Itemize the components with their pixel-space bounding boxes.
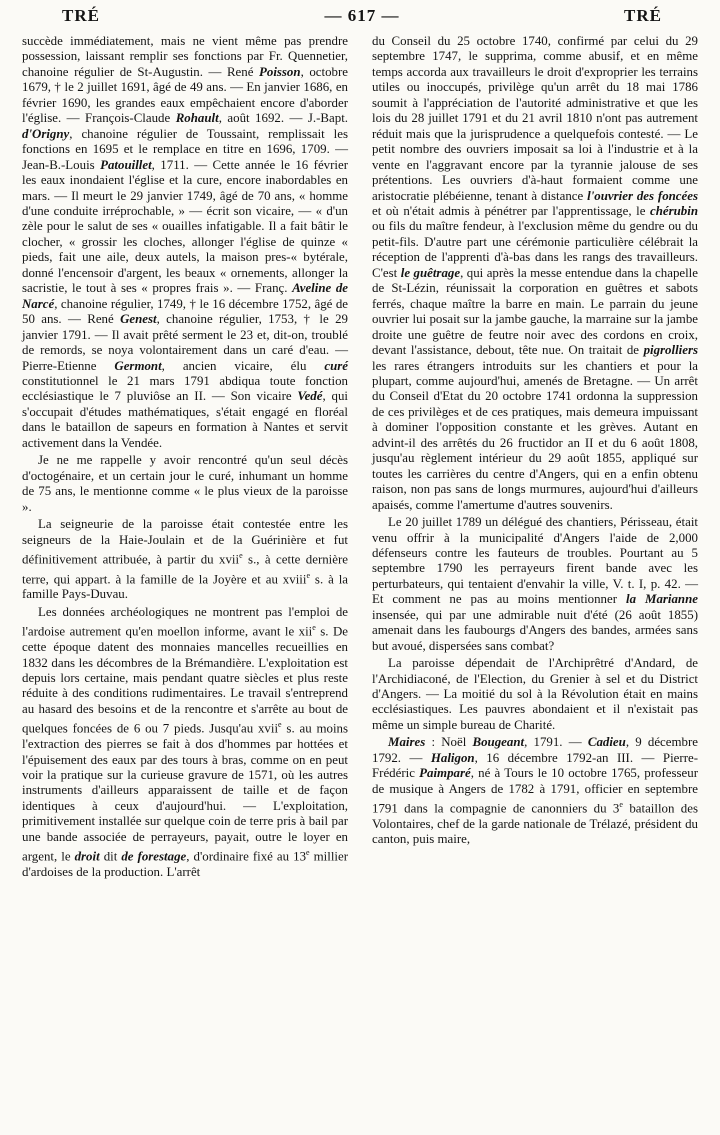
text-run: ou fils du maître fendeur, à l'exclusion même du gendre ou du petit-fils. D'autre part une cérémonie particulière célébrait la réception de l'apprenti d'à-bas dans les rangs des travailleurs. C'est xyxy=(372,219,698,280)
text-run: bataillon des Volontaires, chef de la garde nationale de Trélazé, président du canton, puis maire, xyxy=(372,801,698,847)
emphasized-name: Haligon xyxy=(430,750,475,765)
text-run: , 1711. — Cette année le 16 février les eaux inondaient l'église et la cure, encore inabordables en mars. — Il meurt le 29 janvier 1749, âgé de 70 ans, « homme d'une conduite irréprochable, » — écrit son vicaire, — « d'un zèle pour le salut de ses « ouailles infatigable. Il a fait bâtir le clocher, « grossir les cloches, allonger l'église de quinze « pieds, fait une aile, deux autels, la maison pres-« bytérale, donné l'encensoir d'argent, les beaux « ornements, allonger la sacristie, le tout à ses « propres frais ». — Franç. xyxy=(22,157,348,296)
superscript: e xyxy=(306,570,311,580)
text-run: , 1791. — xyxy=(524,735,588,750)
emphasized-name: Maires xyxy=(388,735,426,750)
emphasized-name: Vedé xyxy=(297,389,323,404)
text-run: s. De cette époque datent des monnaies mancelles recueillies en 1832 dans les décombres de la Brémandière. L'exploitation est depuis lors certaine, mais pendant quatre siècles et plus reste réduite à des conditions rudimentaires. Le travail s'entreprend au hasard des besoins et de la rencontre et s'arrête au bout de quelques foncées de 6 ou 7 pieds. Jusqu'au xvii xyxy=(22,624,348,736)
paragraph xyxy=(372,735,698,847)
emphasized-name: chérubin xyxy=(650,203,698,218)
text-run: , chanoine régulier de Toussaint, remplissait les fonctions en 1695 et le remplace en titre en 1696, 1709. — Jean-B.-Louis xyxy=(22,126,348,172)
text-run: , qui après la messe entendue dans la chapelle de St-Lézin, réunissait la corporation en guêtres et sabots ferrés, chaque maître la barre en main. Le parrain du jeune ouvrier lui posait sur la jambe gauche, la marraine sur la jambe droite une guêtre de feutre noir avec des cordons en croix, devant l'assistance, debout, tête nue. On traitait de xyxy=(372,265,698,358)
text-run: , chanoine régulier, 1749, † le 16 décembre 1752, âgé de 50 ans. — René xyxy=(22,296,348,327)
text-run: constitutionnel le 21 mars 1791 abdiqua toute fonction ecclésiastique le 7 pluviôse an II. — Son vicaire xyxy=(22,373,348,404)
emphasized-name: Paimparé xyxy=(419,766,471,781)
text-run: , ancien vicaire, élu xyxy=(161,358,325,373)
emphasized-name: Patouillet xyxy=(100,157,152,172)
superscript: e xyxy=(239,550,243,560)
paragraph xyxy=(372,515,698,654)
superscript: e xyxy=(312,623,316,633)
text-run: s. à la famille Pays-Duvau. xyxy=(22,572,348,602)
header-left-keyword: TRÉ xyxy=(62,6,100,25)
text-run: , 16 décembre 1792-an III. — Pierre-Frédéric xyxy=(372,750,698,781)
text-run: les rares étrangers introduits sur les chantiers et pour la plupart, comme aujourd'hui, amenés de Bretagne. — Un arrêt du Conseil d'Etat du 20 octobre 1741 ordonna la suppression de ces privilèges et de ces pratiques, mais demeura impuissant à dominer l'opposition constante et les grèves. Autant en advint-il des arrêtés du 26 fructidor an II et du 6 août 1808, jusqu'au règlement intérieur du 29 août 1855, appliqué sur toutes les carrières du centre d'Angers, qui en a enfin obtenu raison, non pas sans de longs murmures, aujourd'hui d'ailleurs apaisés, comme l'amertume d'autres souvenirs. xyxy=(372,358,698,512)
text-run: La seigneurie de la paroisse était contestée entre les seigneurs de la Haie-Joulain et de la Guérinière et fut définitivement attribuée, à partir du xvii xyxy=(22,517,348,567)
text-run: du Conseil du 25 octobre 1740, confirmé par celui du 29 septembre 1747, le supprima, comme abusif, et en même temps accorda aux travailleurs le droit d'exproprier les terrains utiles ou inoccupés, privilège qu'un arrêt du 18 mai 1786 soumit à l'appréciation de l'autorité administrative et que les lois du 28 juillet 1791 et du 21 avril 1810 n'ont pas autrement réduit mais que la jurisprudence a quelquefois contesté. — Le petit nombre des ouvriers imposait sa loi à l'industrie et à la vente en l'aggravant encore par la tyrannie jalouse de ses prétentions. Les ouvriers d'à-haut formaient comme une aristocratie plébéienne, tenant à distance xyxy=(372,34,698,203)
text-run: Je ne me rappelle y avoir rencontré qu'un seul décès d'octogénaire, et un certain jour le curé, inhumant un homme de 75 ans, le mentionne comme « le plus vieux de la paroisse ». xyxy=(22,453,348,514)
text-run: s. au moins l'extraction des pierres se fait à dos d'hommes par hottées et l'épuisement des eaux par des tours à bras, comme on en peut voir la pratique sur la curieuse gravure de 1571, où les autres instruments d'ailleurs apparaissent de taille et de façon identiques à ceux d'aujourd'hui. — L'exploitation, primitivement installée sur quelque coin de terre pris à bail par une bande associée de perrayeurs, payait, outre le loyer en argent, le xyxy=(22,721,348,864)
text-run: dit xyxy=(99,849,122,864)
superscript: e xyxy=(619,800,623,810)
emphasized-name: curé xyxy=(324,358,348,373)
text-run: : Noël xyxy=(425,735,473,750)
text-run: , 9 décembre 1792. — xyxy=(372,735,698,765)
text-run: insensée, qui par une admirable nuit d'été (26 août 1855) amenait dans les faubourgs d'Angers des bandes, armées sans but avoué, dispersées sans combat? xyxy=(372,607,698,653)
paragraph xyxy=(22,517,348,603)
text-run: s., à cette dernière terre, qui appart. à la famille de la Joyère et au xviii xyxy=(22,552,349,586)
emphasized-name: de forestage xyxy=(121,849,187,864)
text-run: succède immédiatement, mais ne vient même pas prendre possession, laissant remplir ses fonctions par Fr. Quennetier, chanoine régulier de St-Augustin. — René xyxy=(22,34,348,79)
paragraph xyxy=(22,34,348,451)
emphasized-name: Germont xyxy=(114,358,162,373)
text-run: et où n'était admis à pénétrer par l'apprentissage, le xyxy=(372,203,650,218)
emphasized-name: Rohault xyxy=(175,111,219,126)
emphasized-name: le guêtrage xyxy=(400,265,461,280)
text-run: , chanoine régulier, 1753, † le 29 janvier 1791. — Il avait prêté serment le 23 et, dit-on, troublé de remords, se noya volontairement dans un caré d'eau. — Pierre-Etienne xyxy=(22,312,348,373)
text-columns xyxy=(22,34,698,881)
paragraph xyxy=(372,34,698,513)
emphasized-name: la Marianne xyxy=(625,592,698,607)
text-run: , qui s'occupait d'études mathématiques, s'était engagé en floréal dans le bataillon de sapeurs en formation à Nantes et servit activement dans la Vendée. xyxy=(22,389,348,450)
emphasized-name: Cadieu xyxy=(587,735,626,750)
emphasized-name: Bougeant xyxy=(472,735,525,750)
text-run: Le 20 juillet 1789 un délégué des chantiers, Périsseau, était venu offrir à la municipalité d'Angers l'aide de 2,000 défenseurs contre les fauteurs de troubles. Pourtant au 5 septembre 1790 les perrayeurs firent bande avec les perturbateurs, qui tentaient d'envahir la ville, V. t. I, p. 42. — Et comment ne pas au moins mentionner xyxy=(372,515,698,607)
emphasized-name: Aveline de Narcé xyxy=(22,281,348,311)
paragraph xyxy=(22,453,348,515)
text-run: , d'ordinaire fixé au 13 xyxy=(186,849,307,864)
text-run: , août 1692. — J.-Bapt. xyxy=(218,111,348,126)
text-run: millier d'ardoises de la production. L'arrêt xyxy=(22,849,348,880)
header-right-keyword: TRÉ xyxy=(624,6,662,25)
page-number: — 617 — xyxy=(324,6,400,25)
left-column xyxy=(22,34,348,881)
superscript: e xyxy=(306,848,310,858)
emphasized-name: Genest xyxy=(120,312,157,327)
text-run: , né à Tours le 10 octobre 1765, professeur de musique à Angers de 1782 à 1791, officier en septembre 1791 dans la compagnie de canonniers du 3 xyxy=(372,766,698,816)
text-run: Les données archéologiques ne montrent pas l'emploi de l'ardoise autrement qu'en moellon informe, avant le xii xyxy=(22,604,348,639)
emphasized-name: d'Origny xyxy=(22,126,70,141)
emphasized-name: l'ouvrier des foncées xyxy=(587,188,698,203)
right-column xyxy=(372,34,698,881)
emphasized-name: droit xyxy=(74,849,100,864)
emphasized-name: pigrolliers xyxy=(643,343,698,358)
superscript: e xyxy=(278,720,282,730)
running-header xyxy=(22,4,698,28)
text-run: La paroisse dépendait de l'Archiprêtré d'Andard, de l'Archidiaconé, de l'Election, du Grenier à sel et du District d'Angers. — La moitié du sol à la Révolution était en mains ecclésiastiques. Les pauvres abondaient et il n'existait pas même un simple bureau de Charité. xyxy=(372,656,698,732)
emphasized-name: Poisson xyxy=(259,64,301,79)
paragraph xyxy=(372,656,698,733)
paragraph xyxy=(22,605,348,881)
text-run: , octobre 1679, † le 2 juillet 1691, âgé de 49 ans. — En janvier 1686, en février 1690, les grandes eaux empêchaient encore d'aborder l'église. — François-Claude xyxy=(22,64,348,126)
